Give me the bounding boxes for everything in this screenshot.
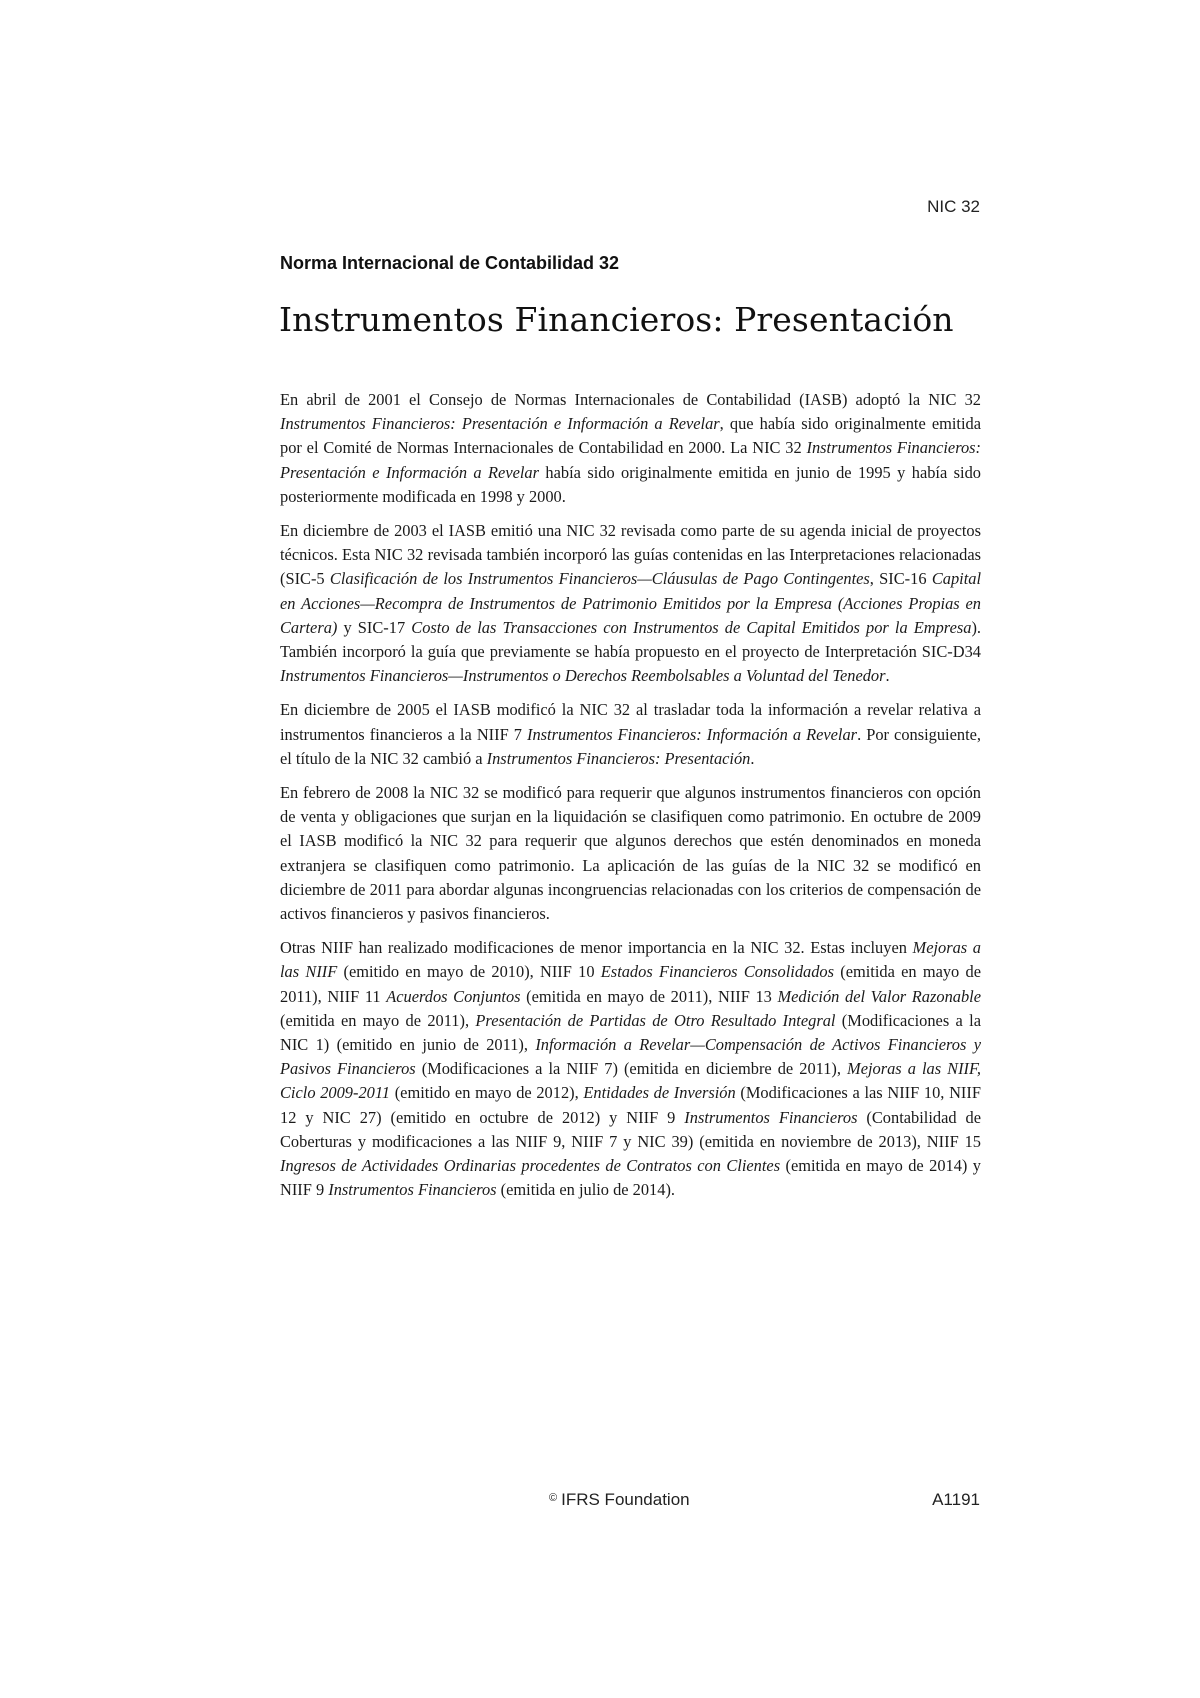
text-run: .: [750, 748, 755, 768]
text-run: .: [885, 666, 890, 686]
copyright-footer: [549, 1490, 690, 1510]
text-run: (Modificaciones a la NIIF 7) (emitida en diciembre de 2011),: [415, 1059, 848, 1079]
text-run: (emitido en mayo de 2012),: [390, 1083, 584, 1103]
italic-title: Instrumentos Financieros—Instrumentos o Derechos Reembolsables a Voluntad del Tenedor: [280, 666, 886, 686]
italic-title: Instrumentos Financieros: [328, 1180, 497, 1200]
page-title: Instrumentos Financieros: Presentación: [279, 300, 954, 339]
text-run: había sido originalmente emitida en junio de 1995 y había sido posteriormente modificada en 1998 y 2000.: [280, 462, 981, 506]
italic-title: Medición del Valor Razonable: [777, 986, 981, 1006]
text-run: En diciembre de 2005 el IASB modificó la NIC 32 al trasladar toda la información a revelar relativa a instrumentos financieros a la NIIF 7: [280, 700, 981, 744]
italic-title: Costo de las Transacciones con Instrumentos de Capital Emitidos por la Empresa: [411, 617, 972, 637]
text-run: En febrero de 2008 la NIC 32 se modificó para requerir que algunos instrumentos financieros con opción de venta y obligaciones que surjan en la liquidación se clasifiquen como patrimonio. En octubre de 2009 el IASB modificó la NIC 32 para requerir que algunos derechos que estén denominados en moneda extranjera se clasifiquen como patrimonio. La aplicación de las guías de la NIC 32 se modificó en diciembre de 2011 para abordar algunas incongruencias relacionadas con los criterios de compensación de activos financieros y pasivos financieros.: [280, 783, 981, 924]
text-run: (emitida en mayo de 2011), NIIF 11: [280, 962, 981, 1006]
italic-title: Instrumentos Financieros: Presentación e Información a Revelar: [280, 414, 720, 434]
text-run: (emitida en mayo de 2011),: [280, 1010, 476, 1030]
text-run: Otras NIIF han realizado modificaciones de menor importancia en la NIC 32. Estas incluyen: [280, 938, 913, 958]
copyright-symbol: ©: [549, 1492, 558, 1504]
text-run: . Por consiguiente, el título de la NIC 32 cambió a: [280, 724, 981, 768]
italic-title: Acuerdos Conjuntos: [386, 986, 521, 1006]
italic-title: Instrumentos Financieros: Información a Revelar: [527, 724, 858, 744]
text-run: y SIC-17: [337, 617, 412, 637]
paragraph-2: [280, 519, 981, 688]
text-run: ). También incorporó la guía que previamente se había propuesto en el proyecto de Interpretación SIC-D34: [280, 617, 981, 662]
text-run: (emitida en mayo de 2014) y NIIF 9: [280, 1156, 981, 1200]
italic-title: Instrumentos Financieros: [684, 1107, 858, 1127]
italic-title: Clasificación de los Instrumentos Financieros—Cláusulas de Pago Contingentes: [329, 569, 870, 589]
paragraph-1: [280, 388, 981, 509]
running-head: NIC 32: [927, 197, 980, 216]
copyright-text: IFRS Foundation: [561, 1490, 690, 1509]
italic-title: Instrumentos Financieros: Presentación: [486, 748, 751, 768]
text-run: , SIC-16: [869, 569, 932, 589]
paragraph-3: [280, 698, 981, 771]
text-run: (Modificaciones a la NIC 1) (emitido en junio de 2011),: [280, 1010, 981, 1055]
page-number: A1191: [932, 1490, 980, 1509]
text-run: , que había sido originalmente emitida por el Comité de Normas Internacionales de Contabilidad en 2000. La NIC 32: [280, 414, 981, 458]
standard-label: Norma Internacional de Contabilidad 32: [280, 253, 620, 273]
text-run: En diciembre de 2003 el IASB emitió una NIC 32 revisada como parte de su agenda inicial de proyectos técnicos. Esta NIC 32 revisada también incorporó las guías contenidas en las Interpretaciones relacionadas (SIC-5: [280, 521, 981, 589]
italic-title: Ingresos de Actividades Ordinarias procedentes de Contratos con Clientes: [280, 1156, 781, 1176]
paragraph-5: [280, 936, 981, 1202]
text-run: En abril de 2001 el Consejo de Normas Internacionales de Contabilidad (IASB) adoptó la NIC 32: [280, 390, 981, 409]
italic-title: Mejoras a las NIIF, Ciclo 2009-2011: [280, 1059, 981, 1103]
text-run: (emitida en mayo de 2011), NIIF 13: [520, 986, 778, 1006]
paragraph-4: [280, 781, 981, 926]
italic-title: Instrumentos Financieros: Presentación e Información a Revelar: [280, 438, 981, 482]
text-run: (emitido en mayo de 2010), NIIF 10: [337, 962, 601, 982]
italic-title: Capital en Acciones—Recompra de Instrumentos de Patrimonio Emitidos por la Empresa (Acciones Propias en Cartera): [280, 569, 981, 637]
italic-title: Mejoras a las NIIF: [280, 938, 981, 982]
italic-title: Presentación de Partidas de Otro Resultado Integral: [475, 1010, 836, 1030]
text-run: (emitida en julio de 2014).: [496, 1180, 675, 1200]
text-run: (Contabilidad de Coberturas y modificaciones a las NIIF 9, NIIF 7 y NIC 39) (emitida en noviembre de 2013), NIIF 15: [280, 1107, 981, 1151]
italic-title: Información a Revelar—Compensación de Activos Financieros y Pasivos Financieros: [280, 1035, 981, 1079]
italic-title: Estados Financieros Consolidados: [600, 962, 834, 982]
body-text: [280, 388, 981, 1213]
text-run: (Modificaciones a las NIIF 10, NIIF 12 y NIC 27) (emitido en octubre de 2012) y NIIF 9: [280, 1083, 981, 1127]
italic-title: Entidades de Inversión: [583, 1083, 736, 1103]
